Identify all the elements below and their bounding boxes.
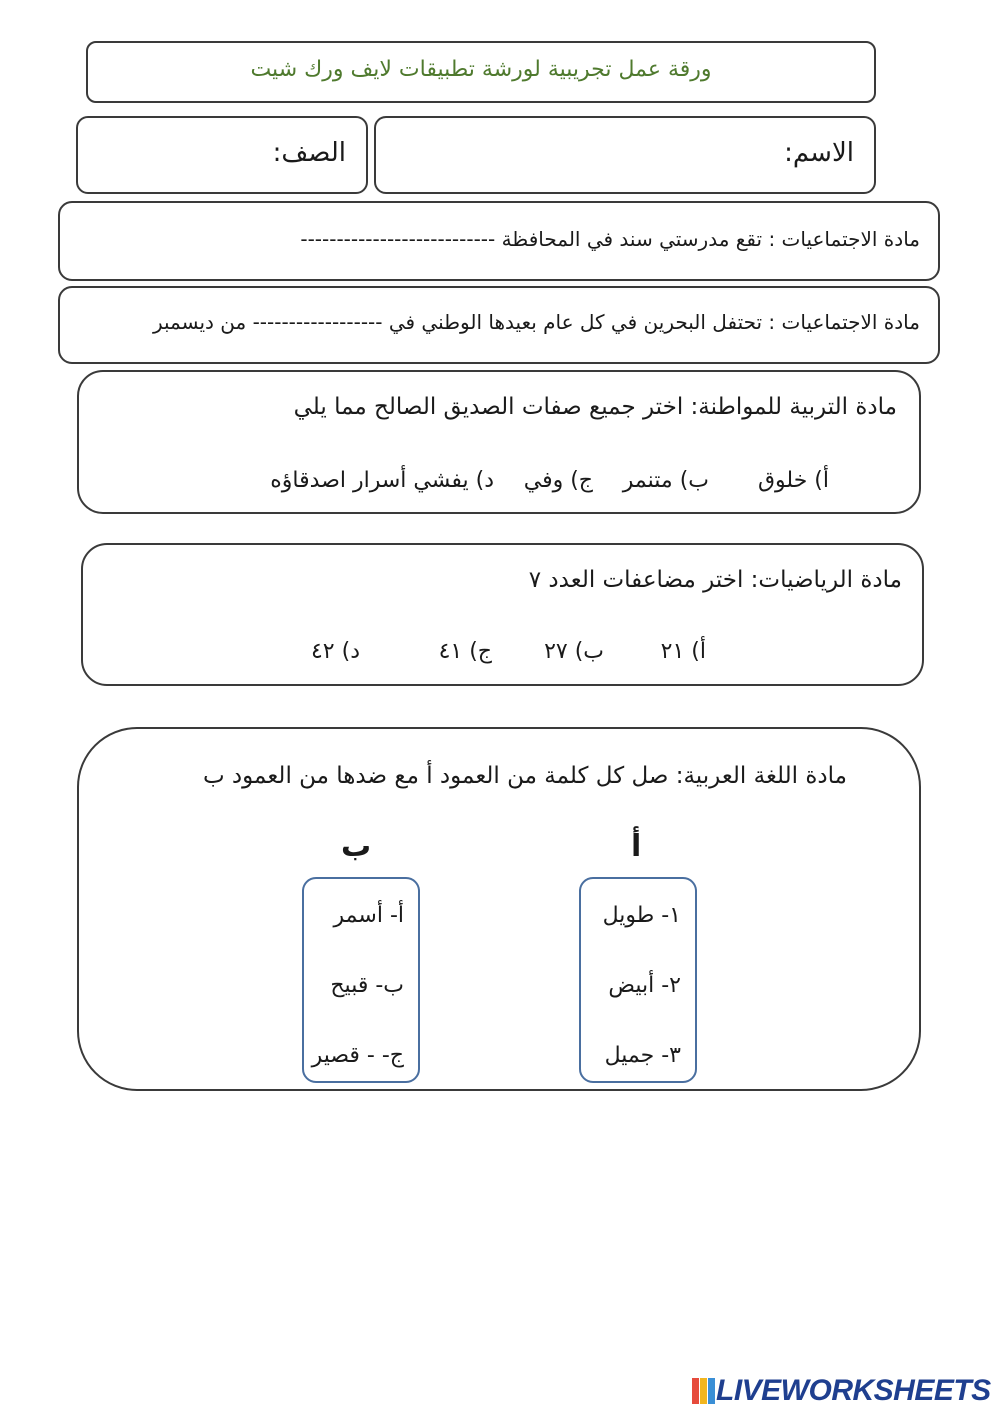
column-a <box>579 877 697 1083</box>
watermark-text: LIVEWORKSHEETS <box>716 1374 991 1407</box>
liveworksheets-watermark <box>690 1374 990 1408</box>
option-b[interactable]: ب) ٢٧ <box>544 639 604 664</box>
column-b-item[interactable]: ج- - قصير <box>311 1043 404 1068</box>
option-a[interactable]: أ) خلوق <box>757 468 829 493</box>
column-a-item[interactable]: ١- طويل <box>602 903 681 928</box>
option-d[interactable]: د) يفشي أسرار اصدقاؤه <box>270 468 494 493</box>
name-field-box[interactable] <box>374 116 876 194</box>
question-text: مادة الاجتماعيات : تقع مدرستي سند في المحافظة --------------------------- <box>300 227 920 251</box>
question-social-studies-2 <box>58 286 940 364</box>
class-field-box[interactable] <box>76 116 368 194</box>
option-a[interactable]: أ) ٢١ <box>660 639 706 664</box>
question-math <box>81 543 924 686</box>
column-b-item[interactable]: أ- أسمر <box>333 903 404 928</box>
name-label: الاسم: <box>784 138 854 168</box>
question-text: مادة التربية للمواطنة: اختر جميع صفات الصديق الصالح مما يلي <box>293 394 897 420</box>
worksheet-title: ورقة عمل تجريبية لورشة تطبيقات لايف ورك شيت <box>250 57 712 82</box>
column-a-item[interactable]: ٣- جميل <box>604 1043 681 1068</box>
option-d[interactable]: د) ٤٢ <box>310 639 360 664</box>
column-a-heading: أ <box>631 829 642 864</box>
option-c[interactable]: ج) وفي <box>523 468 593 493</box>
question-citizenship <box>77 370 921 514</box>
class-label: الصف: <box>272 138 346 168</box>
question-text: مادة اللغة العربية: صل كل كلمة من العمود أ مع ضدها من العمود ب <box>202 763 847 789</box>
column-b <box>302 877 420 1083</box>
column-b-item[interactable]: ب- قبيح <box>330 973 404 998</box>
worksheet-title-box <box>86 41 876 103</box>
column-a-item[interactable]: ٢- أبيض <box>608 973 681 998</box>
column-b-heading: ب <box>341 829 372 864</box>
option-c[interactable]: ج) ٤١ <box>438 639 492 664</box>
question-text: مادة الاجتماعيات : تحتفل البحرين في كل عام بعيدها الوطني في ------------------ من ديسمبر <box>152 310 920 334</box>
option-b[interactable]: ب) متنمر <box>622 468 709 493</box>
question-social-studies-1 <box>58 201 940 281</box>
question-text: مادة الرياضيات: اختر مضاعفات العدد ٧ <box>528 567 902 593</box>
liveworksheets-logo-icon <box>690 1376 716 1406</box>
question-arabic-matching <box>77 727 921 1091</box>
